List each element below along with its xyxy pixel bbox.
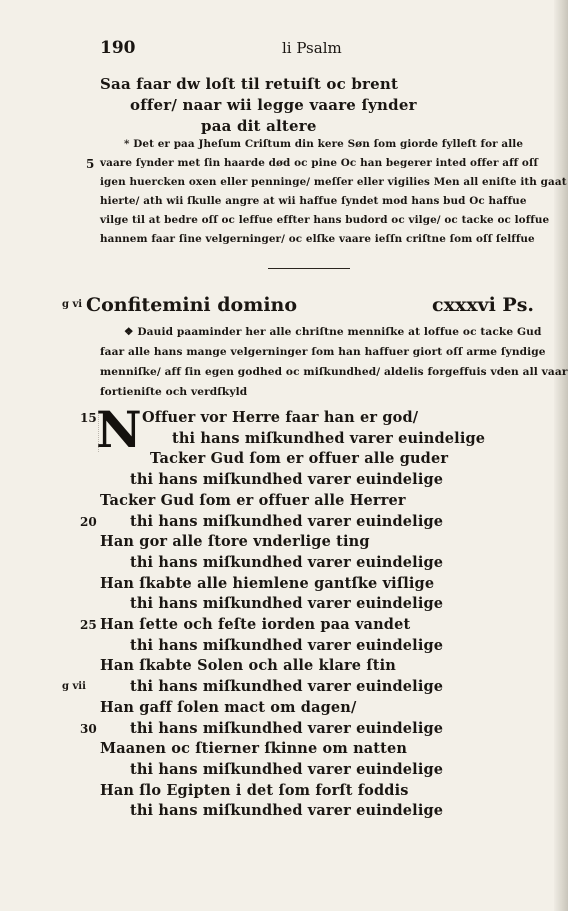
psalm-verse-line: Han ſkabte alle hiemlene gantſke viſlige xyxy=(100,575,435,592)
psalm-verse-line: Offuer vor Herre faar han er god/ xyxy=(142,409,419,426)
psalm-verse-line: Han gor alle ſtore vnderlige ting xyxy=(100,533,370,550)
page-number: 190 xyxy=(100,38,136,58)
line-number: 25 xyxy=(80,618,97,632)
psalm-verse-line: thi hans miſkundhed varer euindelige xyxy=(130,471,444,488)
gloss-line: hannem faar ſine velgerninger/ oc elſke vaare ieſſn criſtne ſom oſſ ſelffue xyxy=(100,233,535,245)
psalm-verse-line: thi hans miſkundhed varer euindelige xyxy=(130,595,444,612)
psalm-verse-line: Tacker Gud ſom er offuer alle guder xyxy=(150,450,449,467)
page-edge-shadow xyxy=(554,0,568,911)
psalm-verse-line: Han gaff ſolen mact om dagen/ xyxy=(100,699,357,716)
psalm-verse-line: Han ſlo Egipten i det ſom forſt foddis xyxy=(100,782,409,799)
line-number: 15 xyxy=(80,411,97,425)
line-number: 5 xyxy=(86,157,95,171)
psalm-verse-line: thi hans miſkundhed varer euindelige xyxy=(172,430,486,447)
psalm-verse-line: thi hans miſkundhed varer euindelige xyxy=(130,678,444,695)
gloss-line: hierte/ ath wii ſkulle angre at wii haffue ſyndet mod hans bud Oc haffue xyxy=(100,195,527,207)
psalm-verse-line: thi hans miſkundhed varer euindelige xyxy=(130,554,444,571)
gloss-line: vaare ſynder met ſin haarde død oc pine Oc han begerer inted offer aff oſſ xyxy=(100,157,539,169)
margin-reference: g vi xyxy=(62,299,83,310)
line-number: 30 xyxy=(80,722,97,736)
psalm-verse-line: Han ſette och feſte iorden paa vandet xyxy=(100,616,411,633)
gloss-line: igen huercken oxen eller penninge/ meſſer eller vigilies Men all eniſte ith gaat xyxy=(100,176,567,188)
line-number: 20 xyxy=(80,515,97,529)
gloss-line: * Det er paa Jheſum Criſtum din kere Søn ſom giorde fylleſt for alle xyxy=(124,138,524,150)
verse-line: Saa faar dw loſt til retuiſt oc brent xyxy=(100,75,399,93)
psalm-verse-line: thi hans miſkundhed varer euindelige xyxy=(130,637,444,654)
psalm-verse-line: Han ſkabte Solen och alle klare ſtin xyxy=(100,657,396,674)
summary-line: menniſke/ aff ſin egen godhed oc miſkundhed/ aldelis forgeffuis vden all vaar xyxy=(100,366,568,378)
summary-line: fortieniſte och verdſkyld xyxy=(100,386,248,398)
drop-initial: N xyxy=(96,400,142,459)
running-head: li Psalm xyxy=(282,39,342,57)
psalm-number: cxxxvi Ps. xyxy=(432,294,535,316)
summary-line: ❖ Dauid paaminder her alle chriſtne menniſke at loffue oc tacke Gud xyxy=(124,326,542,338)
psalm-verse-line: thi hans miſkundhed varer euindelige xyxy=(130,761,444,778)
verse-line: offer/ naar wii legge vaare ſynder xyxy=(130,96,417,114)
psalm-verse-line: Maanen oc ſtierner ſkinne om natten xyxy=(100,740,408,757)
verse-line: paa dit altere xyxy=(201,117,317,135)
psalm-verse-line: thi hans miſkundhed varer euindelige xyxy=(130,720,444,737)
margin-reference: g vii xyxy=(62,681,86,692)
psalm-title: Confitemini domino xyxy=(86,294,298,316)
psalm-verse-line: thi hans miſkundhed varer euindelige xyxy=(130,802,444,819)
section-divider xyxy=(268,268,350,269)
gloss-line: vilge til at bedre oſſ oc leffue effter hans budord oc vilge/ oc tacke oc loffue xyxy=(100,214,550,226)
psalm-verse-line: thi hans miſkundhed varer euindelige xyxy=(130,513,444,530)
summary-line: faar alle hans mange velgerninger ſom han haffuer giort oſſ arme ſyndige xyxy=(100,346,546,358)
psalm-verse-line: Tacker Gud ſom er offuer alle Herrer xyxy=(100,492,406,509)
